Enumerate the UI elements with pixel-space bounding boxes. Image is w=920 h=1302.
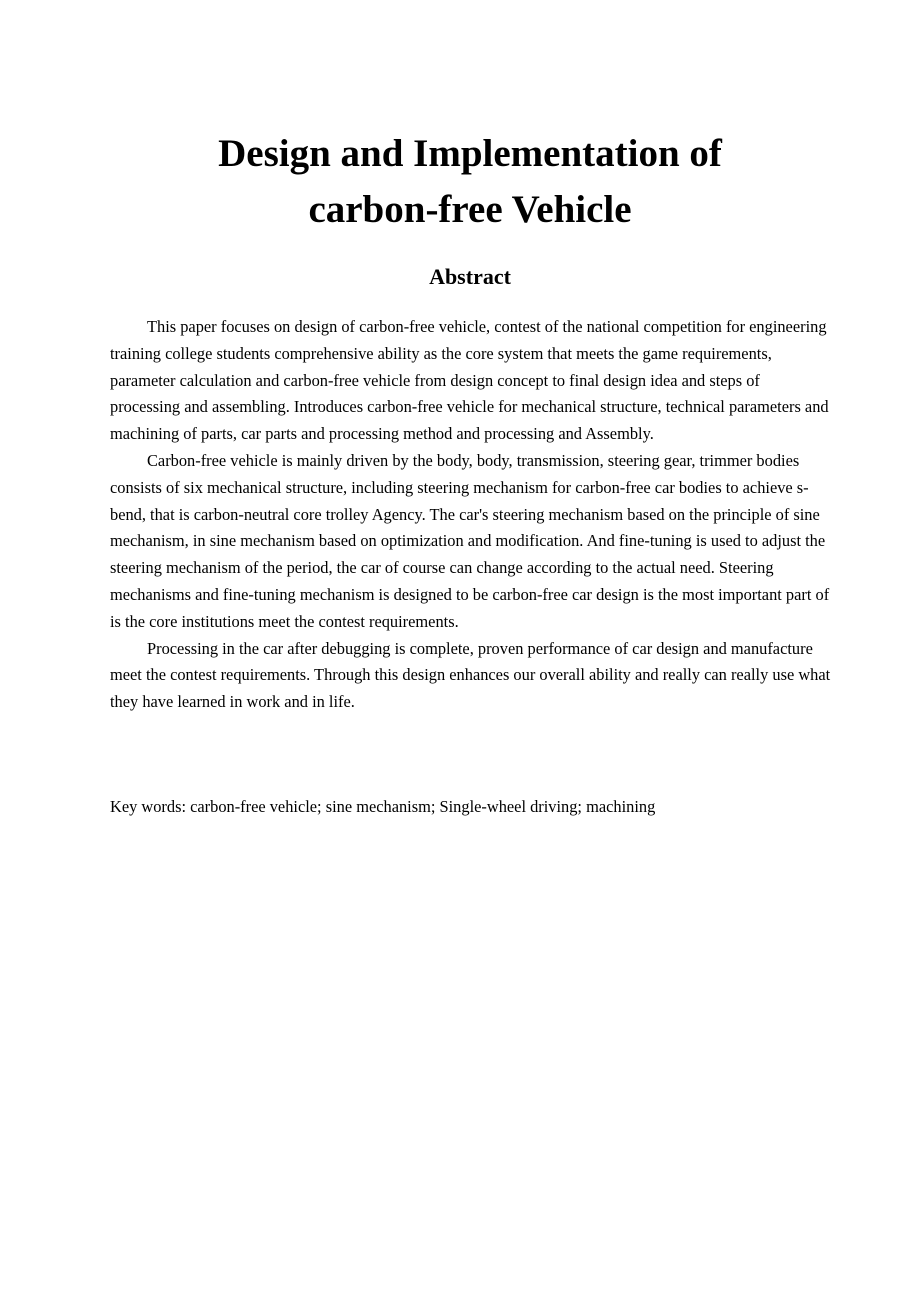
abstract-paragraph-3: Processing in the car after debugging is complete, proven performance of car design and manufacture meet the contest requirements. Through this design enhances our overall ability and really can really use what they have learned in work and in life. xyxy=(110,638,831,712)
keywords-line: Key words: carbon-free vehicle; sine mechanism; Single-wheel driving; machining xyxy=(110,797,656,816)
abstract-paragraph-1: This paper focuses on design of carbon-free vehicle, contest of the national competition for engineering training college students comprehensive ability as the core system that meets the game requirements, parameter calculation and carbon-free vehicle from design concept to final design idea and steps of processing and assembling. Introduces carbon-free vehicle for mechanical structure, technical parameters and machining of parts, car parts and processing method and processing and Assembly. xyxy=(110,317,829,444)
abstract-body xyxy=(110,314,832,716)
abstract-paragraph-2: Carbon-free vehicle is mainly driven by the body, body, transmission, steering gear, trimmer bodies consists of six mechanical structure, including steering mechanism for carbon-free car bodies to achieve s-bend, that is carbon-neutral core trolley Agency. The car's steering mechanism based on the principle of sine mechanism, in sine mechanism based on optimization and modification. And fine-tuning is used to adjust the steering mechanism of the period, the car of course can change according to the actual need. Steering mechanisms and fine-tuning mechanism is designed to be carbon-free car design is the most important part of is the core institutions meet the contest requirements. xyxy=(110,450,830,631)
paper-title xyxy=(60,126,880,238)
paper-title-line-1: Design and Implementation of xyxy=(218,132,722,175)
abstract-heading: Abstract xyxy=(429,264,511,289)
paper-title-line-2: carbon-free Vehicle xyxy=(308,188,632,231)
